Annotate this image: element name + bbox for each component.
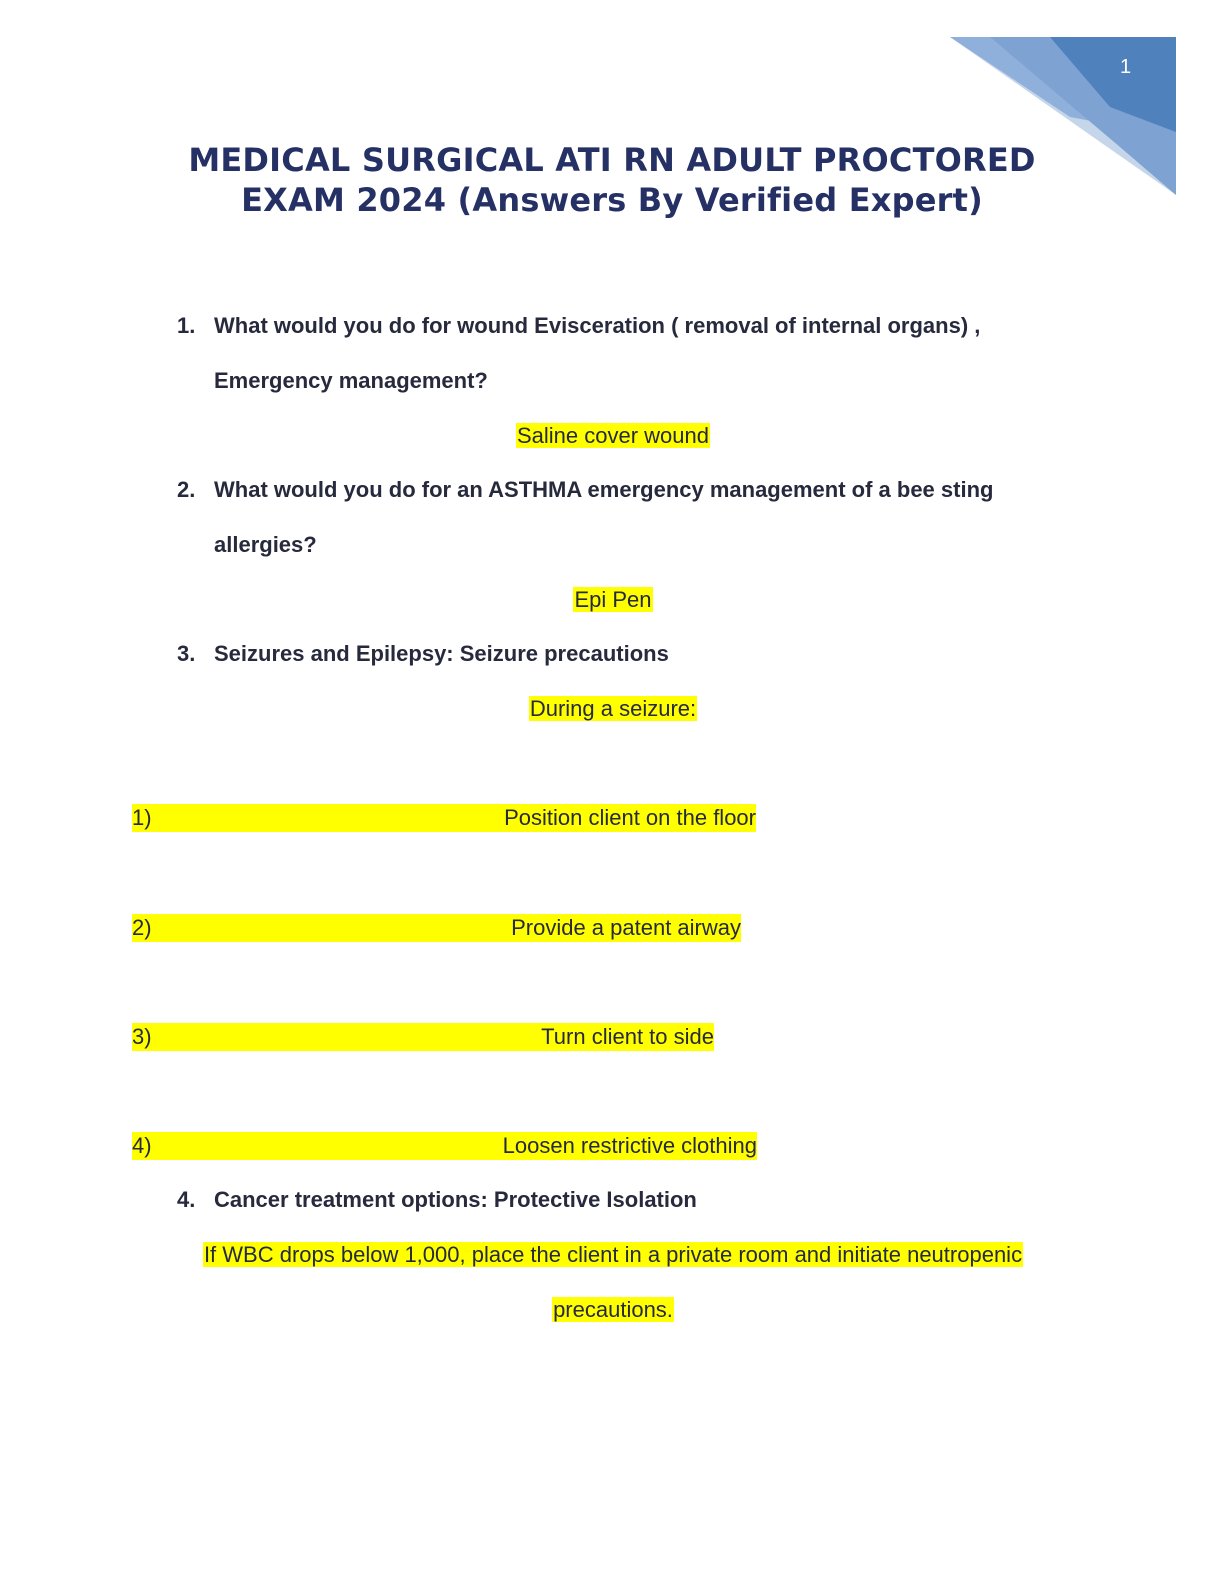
question-4 <box>177 1187 697 1213</box>
question-number: 2. <box>177 477 196 502</box>
answer-4-line-2: precautions. <box>553 1297 673 1322</box>
question-number: 3. <box>177 641 196 666</box>
step-text: Turn client to side <box>541 1024 714 1049</box>
page-number: 1 <box>1120 56 1132 78</box>
seizure-step-3 <box>132 1023 714 1051</box>
title-line-1: MEDICAL SURGICAL ATI RN ADULT PROCTORED <box>188 141 1036 179</box>
answer-4-line-1: If WBC drops below 1,000, place the client in a private room and initiate neutropenic <box>203 1242 1023 1267</box>
title-line-2: EXAM 2024 (Answers By Verified Expert) <box>241 181 983 219</box>
question-3 <box>177 641 669 667</box>
step-label: 1) <box>132 805 152 830</box>
question-text: Cancer treatment options: Protective Isolation <box>214 1187 697 1212</box>
document-title <box>0 140 1224 220</box>
step-text: Position client on the floor <box>504 805 756 830</box>
answer-2: Epi Pen <box>574 587 652 612</box>
step-label: 4) <box>132 1133 152 1158</box>
step-text: Loosen restrictive clothing <box>502 1133 757 1158</box>
question-number: 4. <box>177 1187 196 1212</box>
question-2-continued: allergies? <box>214 532 317 557</box>
seizure-step-2 <box>132 914 741 942</box>
step-label: 3) <box>132 1024 152 1049</box>
question-text: Seizures and Epilepsy: Seizure precautions <box>214 641 669 666</box>
question-text: What would you do for an ASTHMA emergency management of a bee sting <box>214 477 994 502</box>
question-1-continued: Emergency management? <box>214 368 488 393</box>
seizure-step-1 <box>132 804 756 832</box>
seizure-step-4 <box>132 1132 757 1160</box>
step-label: 2) <box>132 915 152 940</box>
question-2 <box>177 477 993 503</box>
question-number: 1. <box>177 313 196 338</box>
question-1 <box>177 313 980 339</box>
question-text: What would you do for wound Evisceration ( removal of internal organs) , <box>214 313 981 338</box>
answer-1: Saline cover wound <box>516 423 709 448</box>
step-text: Provide a patent airway <box>511 915 741 940</box>
answer-3: During a seizure: <box>529 696 697 721</box>
